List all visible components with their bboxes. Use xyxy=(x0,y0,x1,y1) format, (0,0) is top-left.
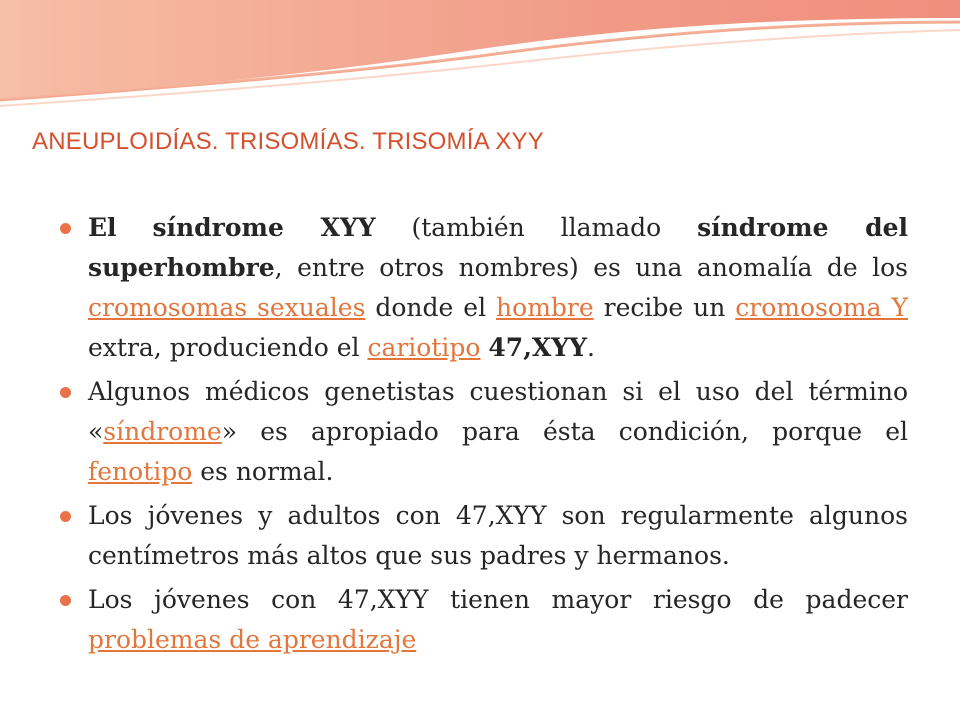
text: extra, produciendo el xyxy=(88,333,368,362)
header-wave-decoration xyxy=(0,0,960,110)
bullet-item-2 xyxy=(60,372,908,492)
bullet-item-3 xyxy=(60,496,908,576)
link-sindrome[interactable]: síndrome xyxy=(103,417,222,446)
text: , entre otros nombres) es una anomalía de los xyxy=(274,253,908,282)
link-hombre[interactable]: hombre xyxy=(496,293,594,322)
text: Los jóvenes con 47,XYY tienen mayor riesgo de padecer xyxy=(88,585,908,614)
text: (también llamado xyxy=(375,213,698,242)
text: » es apropiado para ésta condición, porque el xyxy=(221,417,908,446)
link-fenotipo[interactable]: fenotipo xyxy=(88,457,193,486)
text: es normal. xyxy=(192,457,334,486)
term-sindrome-xyy: síndrome XYY xyxy=(152,213,376,242)
text: recibe un xyxy=(593,293,736,322)
bullet-dot-icon xyxy=(60,223,71,234)
term-superhombre: síndrome del superhombre xyxy=(88,213,908,282)
bullet-list xyxy=(60,208,908,664)
term-47xyy: 47,XYY xyxy=(488,333,587,362)
bullet-item-4 xyxy=(60,580,908,660)
bullet-dot-icon xyxy=(60,511,71,522)
slide-title: ANEUPLOIDÍAS. TRISOMÍAS. TRISOMÍA XYY xyxy=(32,128,544,155)
link-cromosoma-y[interactable]: cromosoma Y xyxy=(735,293,908,322)
text: Los jóvenes y adultos con 47,XYY son regularmente algunos centímetros más altos que sus padres y hermanos. xyxy=(88,501,908,570)
bullet-dot-icon xyxy=(60,387,71,398)
text: . xyxy=(587,333,595,362)
bullet-item-1 xyxy=(60,208,908,368)
text-bold: El xyxy=(88,213,117,242)
text: Algunos médicos genetistas cuestionan si el uso del término « xyxy=(88,377,908,446)
text: donde el xyxy=(365,293,497,322)
link-cromosomas-sexuales[interactable]: cromosomas sexuales xyxy=(88,293,366,322)
link-cariotipo[interactable]: cariotipo xyxy=(367,333,481,362)
link-problemas-de-aprendizaje[interactable]: problemas de aprendizaje xyxy=(88,625,417,654)
bullet-dot-icon xyxy=(60,595,71,606)
